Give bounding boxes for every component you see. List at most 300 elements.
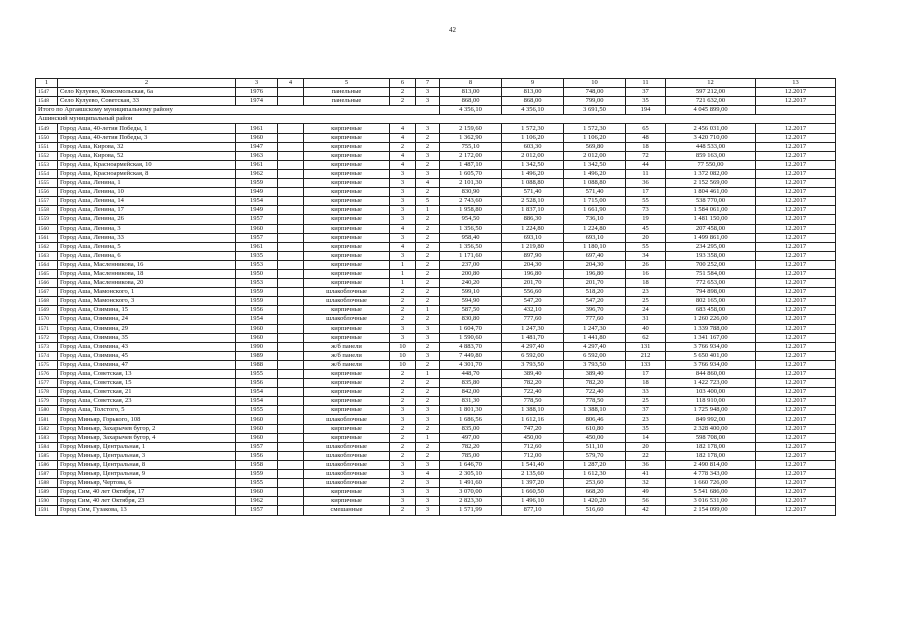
table-cell: 1953: [236, 279, 278, 288]
table-cell: 782,20: [440, 442, 502, 451]
table-cell: 1588: [36, 479, 58, 488]
table-cell: 1558: [36, 206, 58, 215]
table-cell: 48: [626, 133, 666, 142]
table-cell: [278, 260, 304, 269]
table-cell: 12.2017: [756, 142, 836, 151]
table-cell: шлакоблочные: [304, 479, 390, 488]
table-cell: 1: [390, 269, 416, 278]
table-cell: 4: [390, 224, 416, 233]
table-cell: 40: [626, 324, 666, 333]
table-cell: Город Аша, Ленина, 5: [58, 242, 236, 251]
table-cell: 103 400,00: [666, 388, 756, 397]
table-cell: 12.2017: [756, 415, 836, 424]
table-cell: 12.2017: [756, 297, 836, 306]
table-cell: 849 992,00: [666, 415, 756, 424]
table-cell: Город Сим, Гузакова, 13: [58, 506, 236, 515]
table-cell: 3: [416, 479, 440, 488]
section-heading: Ашинский муниципальный район: [36, 115, 836, 124]
table-cell: 2: [390, 506, 416, 515]
table-cell: шлакоблочные: [304, 415, 390, 424]
table-row: [36, 288, 836, 297]
table-cell: 37: [626, 406, 666, 415]
table-cell: 200,80: [440, 269, 502, 278]
table-cell: 4: [390, 160, 416, 169]
table-cell: 3: [390, 460, 416, 469]
table-cell: 1578: [36, 388, 58, 397]
table-row: [36, 269, 836, 278]
table-cell: шлакоблочные: [304, 470, 390, 479]
table-cell: 196,80: [502, 269, 564, 278]
table-cell: 1568: [36, 297, 58, 306]
column-header: 2: [58, 79, 236, 88]
table-cell: 1 584 061,00: [666, 206, 756, 215]
table-cell: 1 837,10: [502, 206, 564, 215]
table-cell: 12.2017: [756, 133, 836, 142]
table-cell: 1549: [36, 124, 58, 133]
table-cell: 12.2017: [756, 351, 836, 360]
column-header: 10: [564, 79, 626, 88]
table-cell: [278, 470, 304, 479]
table-cell: 1555: [36, 179, 58, 188]
table-cell: Город Аша, Озимина, 47: [58, 360, 236, 369]
table-cell: 3: [390, 488, 416, 497]
table-row: [36, 333, 836, 342]
table-cell: кирпичные: [304, 497, 390, 506]
table-cell: 196,80: [564, 269, 626, 278]
table-cell: 3: [390, 324, 416, 333]
table-cell: 1552: [36, 151, 58, 160]
table-cell: Город Аша, Озимина, 35: [58, 333, 236, 342]
table-cell: 868,00: [440, 97, 502, 106]
table-cell: 73: [626, 206, 666, 215]
table-cell: смешанные: [304, 506, 390, 515]
table-cell: 12.2017: [756, 479, 836, 488]
table-cell: Город Аша, 40-летия Победы, 1: [58, 124, 236, 133]
table-cell: 3: [416, 415, 440, 424]
table-cell: 794 898,00: [666, 288, 756, 297]
table-cell: 1959: [236, 179, 278, 188]
table-cell: 12.2017: [756, 379, 836, 388]
table-cell: 37: [626, 88, 666, 97]
table-cell: кирпичные: [304, 370, 390, 379]
table-cell: 3: [390, 233, 416, 242]
table-cell: 2 101,30: [440, 179, 502, 188]
table-cell: шлакоблочные: [304, 442, 390, 451]
table-cell: кирпичные: [304, 151, 390, 160]
table-cell: 571,40: [564, 188, 626, 197]
table-cell: 3: [390, 415, 416, 424]
table-cell: 31: [626, 315, 666, 324]
table-cell: кирпичные: [304, 388, 390, 397]
table-cell: 3: [390, 188, 416, 197]
page-number: 42: [449, 26, 456, 34]
table-cell: [278, 179, 304, 188]
table-row: [36, 251, 836, 260]
table-cell: 12.2017: [756, 206, 836, 215]
table-cell: 1 356,50: [440, 242, 502, 251]
table-cell: 1950: [236, 269, 278, 278]
table-cell: 396,70: [564, 306, 626, 315]
table-cell: 1566: [36, 279, 58, 288]
table-cell: 2 135,60: [502, 470, 564, 479]
table-cell: 2: [416, 451, 440, 460]
table-cell: 700 252,00: [666, 260, 756, 269]
table-cell: кирпичные: [304, 251, 390, 260]
table-cell: 3: [416, 506, 440, 515]
table-cell: 2: [416, 269, 440, 278]
table-cell: 2: [390, 297, 416, 306]
table-cell: 432,10: [502, 306, 564, 315]
table-cell: 3: [390, 169, 416, 178]
table-cell: 12.2017: [756, 151, 836, 160]
table-cell: 1 362,90: [440, 133, 502, 142]
table-cell: Город Аша, Озимина, 24: [58, 315, 236, 324]
table-cell: 12.2017: [756, 397, 836, 406]
table-cell: 3: [416, 88, 440, 97]
table-cell: 12.2017: [756, 333, 836, 342]
table-cell: 538 770,00: [666, 197, 756, 206]
table-cell: 799,00: [564, 97, 626, 106]
table-cell: Город Аша, Масленникова, 20: [58, 279, 236, 288]
column-header: 8: [440, 79, 502, 88]
table-cell: Город Сим, 40 лет Октября, 23: [58, 497, 236, 506]
table-cell: 516,60: [564, 506, 626, 515]
table-row: [36, 433, 836, 442]
table-cell: 12.2017: [756, 97, 836, 106]
table-row: [36, 370, 836, 379]
table-cell: 34: [626, 251, 666, 260]
table-row: [36, 179, 836, 188]
table-cell: Город Аша, Мамонского, 1: [58, 288, 236, 297]
table-cell: Город Аша, Озимина, 15: [58, 306, 236, 315]
table-cell: 1579: [36, 397, 58, 406]
table-cell: кирпичные: [304, 433, 390, 442]
table-cell: 1960: [236, 333, 278, 342]
table-cell: [278, 206, 304, 215]
table-cell: 1 499 861,00: [666, 233, 756, 242]
table-cell: 18: [626, 142, 666, 151]
table-cell: 1990: [236, 342, 278, 351]
table-cell: 3: [416, 124, 440, 133]
table-cell: 12.2017: [756, 424, 836, 433]
table-cell: 1958: [236, 460, 278, 469]
table-cell: [278, 242, 304, 251]
table-cell: 597 212,00: [666, 88, 756, 97]
table-cell: 603,30: [502, 142, 564, 151]
table-cell: 234 295,00: [666, 242, 756, 251]
table-cell: 556,60: [502, 288, 564, 297]
table-cell: 20: [626, 442, 666, 451]
table-cell: 12.2017: [756, 279, 836, 288]
table-cell: кирпичные: [304, 206, 390, 215]
table-cell: 1590: [36, 497, 58, 506]
table-row: [36, 242, 836, 251]
table-cell: 1956: [236, 451, 278, 460]
table-cell: 1550: [36, 133, 58, 142]
table-cell: шлакоблочные: [304, 297, 390, 306]
table-cell: 2: [416, 424, 440, 433]
table-cell: 2: [390, 479, 416, 488]
table-cell: 877,10: [502, 506, 564, 515]
table-cell: 3: [390, 333, 416, 342]
table-cell: Город Аша, Ленина, 26: [58, 215, 236, 224]
table-cell: 1955: [236, 406, 278, 415]
table-cell: 131: [626, 342, 666, 351]
table-cell: 842,00: [440, 388, 502, 397]
table-cell: 1961: [236, 124, 278, 133]
table-cell: 11: [626, 169, 666, 178]
table-cell: 12.2017: [756, 497, 836, 506]
table-cell: [278, 433, 304, 442]
table-cell: 2 328 400,00: [666, 424, 756, 433]
table-row: [36, 279, 836, 288]
table-cell: 1 491,60: [440, 479, 502, 488]
table-cell: 12.2017: [756, 406, 836, 415]
table-cell: 1575: [36, 360, 58, 369]
table-cell: 12.2017: [756, 160, 836, 169]
table-cell: 3 766 934,00: [666, 342, 756, 351]
table-cell: 806,46: [564, 415, 626, 424]
table-cell: 12.2017: [756, 342, 836, 351]
table-cell: 4: [390, 124, 416, 133]
table-cell: [278, 297, 304, 306]
table-cell: 2: [390, 442, 416, 451]
table-cell: 777,60: [564, 315, 626, 324]
table-cell: 813,00: [440, 88, 502, 97]
table-cell: 1 725 948,00: [666, 406, 756, 415]
table-body: [36, 88, 836, 515]
table-cell: Город Аша, Ленина, 17: [58, 206, 236, 215]
table-cell: 2 154 099,00: [666, 506, 756, 515]
table-cell: шлакоблочные: [304, 460, 390, 469]
table-cell: кирпичные: [304, 279, 390, 288]
table-cell: 1954: [236, 197, 278, 206]
table-cell: 1 247,30: [564, 324, 626, 333]
table-cell: 2: [416, 260, 440, 269]
table-cell: 133: [626, 360, 666, 369]
table-cell: 237,00: [440, 260, 502, 269]
table-row: [36, 424, 836, 433]
table-cell: 802 165,00: [666, 297, 756, 306]
table-cell: 1 661,90: [564, 206, 626, 215]
table-cell: 212: [626, 351, 666, 360]
table-row: [36, 442, 836, 451]
table-cell: 6 592,00: [564, 351, 626, 360]
table-cell: 12.2017: [756, 288, 836, 297]
table-cell: 4 883,70: [440, 342, 502, 351]
table-cell: 954,50: [440, 215, 502, 224]
table-cell: 32: [626, 479, 666, 488]
table-cell: 4: [390, 151, 416, 160]
table-cell: 18: [626, 379, 666, 388]
table-cell: 1961: [236, 160, 278, 169]
table-cell: 1 339 788,00: [666, 324, 756, 333]
table-cell: 12.2017: [756, 124, 836, 133]
column-header: 3: [236, 79, 278, 88]
table-cell: 1960: [236, 224, 278, 233]
table-cell: 3: [416, 497, 440, 506]
table-cell: [278, 142, 304, 151]
table-cell: Город Аша, Советская, 23: [58, 397, 236, 406]
housing-table: [35, 78, 836, 516]
table-cell: 2: [416, 442, 440, 451]
table-cell: 19: [626, 215, 666, 224]
table-cell: 5: [416, 197, 440, 206]
table-cell: 3 766 934,00: [666, 360, 756, 369]
table-cell: 5 541 686,00: [666, 488, 756, 497]
table-cell: 1: [416, 370, 440, 379]
table-row: [36, 197, 836, 206]
table-cell: Село Кулуево, Комсомольская, 6а: [58, 88, 236, 97]
table-cell: 1583: [36, 433, 58, 442]
table-row: [36, 215, 836, 224]
column-header: 7: [416, 79, 440, 88]
table-cell: кирпичные: [304, 269, 390, 278]
table-cell: 44: [626, 160, 666, 169]
table-cell: 1556: [36, 188, 58, 197]
table-cell: 1960: [236, 488, 278, 497]
table-cell: 1 590,60: [440, 333, 502, 342]
table-cell: кирпичные: [304, 406, 390, 415]
table-cell: 2: [416, 233, 440, 242]
table-cell: [278, 360, 304, 369]
table-cell: 1988: [236, 360, 278, 369]
table-cell: кирпичные: [304, 306, 390, 315]
table-cell: Город Миньяр, Чертова, 6: [58, 479, 236, 488]
table-cell: 253,60: [564, 479, 626, 488]
table-cell: 1 224,80: [564, 224, 626, 233]
table-cell: 1949: [236, 206, 278, 215]
table-cell: [278, 351, 304, 360]
table-cell: 831,30: [440, 397, 502, 406]
table-cell: [278, 197, 304, 206]
table-cell: 3 016 531,00: [666, 497, 756, 506]
table-cell: Город Миньяр, Захарычев бугор, 2: [58, 424, 236, 433]
table-cell: Город Аша, Ленина, 10: [58, 188, 236, 197]
table-row: [36, 106, 836, 115]
table-cell: 20: [626, 233, 666, 242]
table-cell: 3: [416, 151, 440, 160]
table-cell: 4 297,40: [564, 342, 626, 351]
table-cell: [278, 370, 304, 379]
table-cell: Город Аша, Ленина, 33: [58, 233, 236, 242]
table-cell: [278, 315, 304, 324]
table-cell: шлакоблочные: [304, 451, 390, 460]
table-cell: 3: [390, 470, 416, 479]
table-cell: 518,20: [564, 288, 626, 297]
table-cell: 12.2017: [756, 188, 836, 197]
table-cell: 610,80: [564, 424, 626, 433]
table-cell: 1 422 723,00: [666, 379, 756, 388]
table-cell: Город Миньяр, Центральная, 1: [58, 442, 236, 451]
table-cell: 12.2017: [756, 433, 836, 442]
table-cell: 2: [416, 133, 440, 142]
table-cell: 3: [416, 488, 440, 497]
table-cell: 1 247,30: [502, 324, 564, 333]
table-cell: 1553: [36, 160, 58, 169]
table-cell: 3 793,50: [564, 360, 626, 369]
table-cell: 2: [416, 279, 440, 288]
table-cell: 813,00: [502, 88, 564, 97]
table-cell: 1 487,10: [440, 160, 502, 169]
table-cell: Город Миньяр, Центральная, 3: [58, 451, 236, 460]
table-cell: 1572: [36, 333, 58, 342]
table-cell: 748,00: [564, 88, 626, 97]
table-cell: 3: [416, 324, 440, 333]
table-cell: 2: [390, 424, 416, 433]
table-cell: 1955: [236, 479, 278, 488]
table-cell: 1565: [36, 269, 58, 278]
table-cell: 1: [416, 433, 440, 442]
table-cell: 1586: [36, 460, 58, 469]
table-cell: 3: [390, 215, 416, 224]
table-cell: 182 178,00: [666, 442, 756, 451]
table-cell: 693,10: [502, 233, 564, 242]
table-cell: 3: [390, 179, 416, 188]
table-cell: 1: [416, 306, 440, 315]
table-row: [36, 315, 836, 324]
table-cell: [278, 233, 304, 242]
table-cell: 1935: [236, 251, 278, 260]
table-cell: 1960: [236, 433, 278, 442]
table-cell: 3: [390, 197, 416, 206]
table-cell: 12.2017: [756, 242, 836, 251]
table-cell: 14: [626, 433, 666, 442]
table-cell: шлакоблочные: [304, 288, 390, 297]
table-cell: [278, 324, 304, 333]
table-cell: 1954: [236, 315, 278, 324]
table-cell: 1585: [36, 451, 58, 460]
table-cell: Город Аша, Ленина, 14: [58, 197, 236, 206]
table-cell: 12.2017: [756, 197, 836, 206]
table-cell: 1574: [36, 351, 58, 360]
table-cell: [278, 288, 304, 297]
table-cell: Город Аша, Кирова, 32: [58, 142, 236, 151]
table-cell: 778,50: [502, 397, 564, 406]
table-cell: 12.2017: [756, 388, 836, 397]
table-cell: 830,90: [440, 188, 502, 197]
table-cell: 830,80: [440, 315, 502, 324]
table-cell: 41: [626, 470, 666, 479]
table-row: [36, 406, 836, 415]
table-cell: 12.2017: [756, 460, 836, 469]
column-header: 11: [626, 79, 666, 88]
table-cell: Город Миньяр, Центральная, 8: [58, 460, 236, 469]
table-cell: 55: [626, 242, 666, 251]
table-cell: 1: [390, 279, 416, 288]
column-header: 12: [666, 79, 756, 88]
table-cell: 12.2017: [756, 215, 836, 224]
table-cell: Город Сим, 40 лет Октября, 17: [58, 488, 236, 497]
table-cell: 1 388,10: [564, 406, 626, 415]
table-cell: кирпичные: [304, 260, 390, 269]
table-cell: 3: [416, 351, 440, 360]
table-row: [36, 497, 836, 506]
table-cell: 12.2017: [756, 169, 836, 178]
table-cell: 42: [626, 506, 666, 515]
table-cell: 722,40: [564, 388, 626, 397]
table-cell: 12.2017: [756, 370, 836, 379]
table-cell: 2: [416, 251, 440, 260]
table-cell: 16: [626, 269, 666, 278]
table-cell: 4 297,40: [502, 342, 564, 351]
table-cell: 1581: [36, 415, 58, 424]
table-cell: 1577: [36, 379, 58, 388]
table-cell: 12.2017: [756, 306, 836, 315]
table-cell: Город Аша, Мамонского, 3: [58, 297, 236, 306]
table-cell: [278, 88, 304, 97]
table-cell: 12.2017: [756, 224, 836, 233]
